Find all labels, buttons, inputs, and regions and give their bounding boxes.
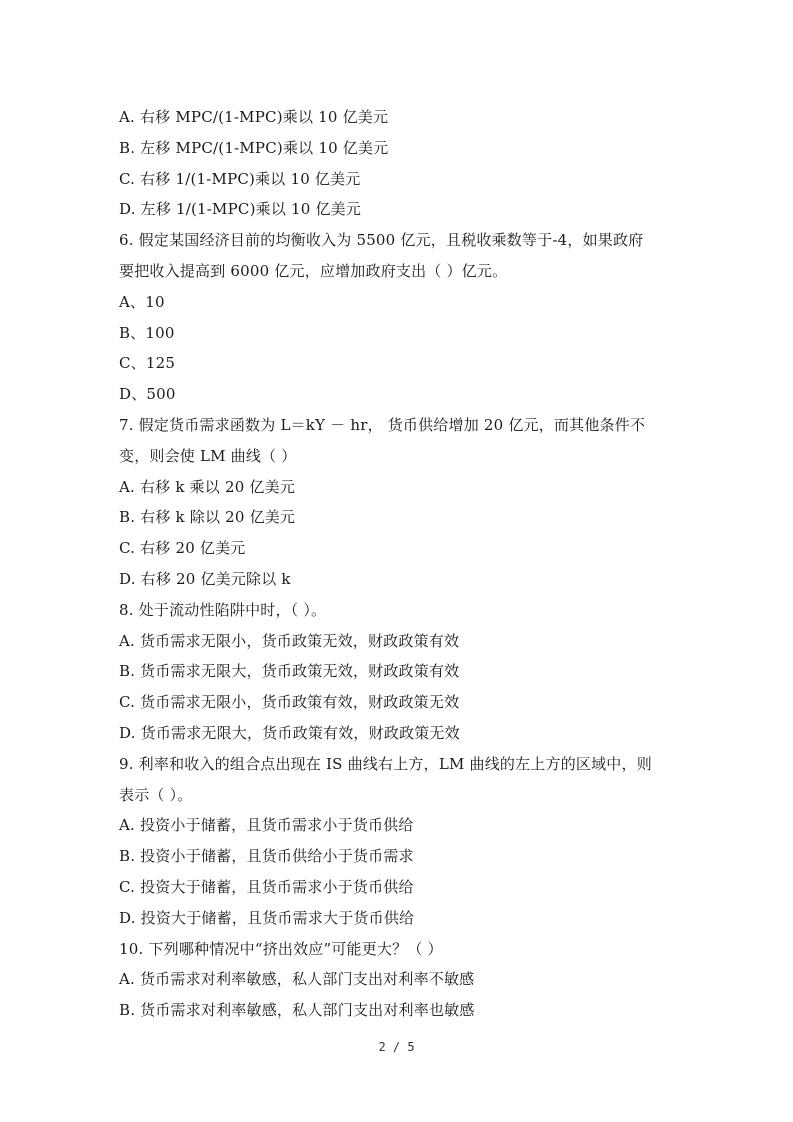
option-line: C. 货币需求无限小，货币政策有效，财政政策无效	[119, 693, 460, 712]
question-line: 8. 处于流动性陷阱中时，（ ）。	[119, 600, 327, 619]
option-line: B. 左移 MPC/(1-MPC)乘以 10 亿美元	[119, 138, 389, 157]
option-line: C. 右移 1/(1-MPC)乘以 10 亿美元	[119, 169, 361, 188]
question-line: 6. 假定某国经济目前的均衡收入为 5500 亿元，且税收乘数等于-4，如果政府	[119, 231, 644, 250]
question-line: 要把收入提高到 6000 亿元，应增加政府支出（ ）亿元。	[119, 261, 508, 280]
option-line: A. 货币需求无限小，货币政策无效，财政政策有效	[119, 631, 460, 650]
option-line: D. 右移 20 亿美元除以 k	[119, 569, 291, 588]
option-line: B. 货币需求对利率敏感，私人部门支出对利率也敏感	[119, 1001, 475, 1020]
option-line: A. 右移 MPC/(1-MPC)乘以 10 亿美元	[119, 108, 389, 126]
option-line: B. 货币需求无限大，货币政策无效，财政政策有效	[119, 662, 460, 681]
option-line: D. 左移 1/(1-MPC)乘以 10 亿美元	[119, 200, 362, 219]
page-content	[119, 102, 679, 1026]
option-line: D. 货币需求无限大，货币政策有效，财政政策无效	[119, 723, 460, 742]
question-line: 10. 下列哪种情况中“挤出效应”可能更大？（ ）	[119, 939, 443, 958]
option-line: B. 投资小于储蓄，且货币供给小于货币需求	[119, 847, 414, 866]
question-line: 变，则会使 LM 曲线（ ）	[119, 446, 297, 465]
option-line: A. 右移 k 乘以 20 亿美元	[119, 477, 296, 496]
option-line: D. 投资大于储蓄，且货币需求大于货币供给	[119, 908, 415, 927]
option-line: B. 右移 k 除以 20 亿美元	[119, 508, 296, 527]
option-line: A. 投资小于储蓄，且货币需求小于货币供给	[119, 816, 414, 835]
option-line: C. 右移 20 亿美元	[119, 539, 246, 558]
option-line: C. 投资大于储蓄，且货币需求小于货币供给	[119, 877, 414, 896]
option-line: D、500	[119, 385, 176, 404]
option-line: C、125	[119, 354, 176, 373]
option-line: A. 货币需求对利率敏感，私人部门支出对利率不敏感	[119, 970, 475, 989]
question-line: 表示（ ）。	[119, 785, 193, 804]
question-line: 9. 利率和收入的组合点出现在 IS 曲线右上方，LM 曲线的左上方的区域中，则	[119, 754, 652, 773]
page-number: 2 / 5	[378, 1040, 415, 1054]
question-line: 7. 假定货币需求函数为 L＝kY － hr， 货币供给增加 20 亿元，而其他条件不	[119, 415, 646, 434]
option-line: A、10	[119, 292, 165, 311]
option-line: B、100	[119, 323, 175, 342]
